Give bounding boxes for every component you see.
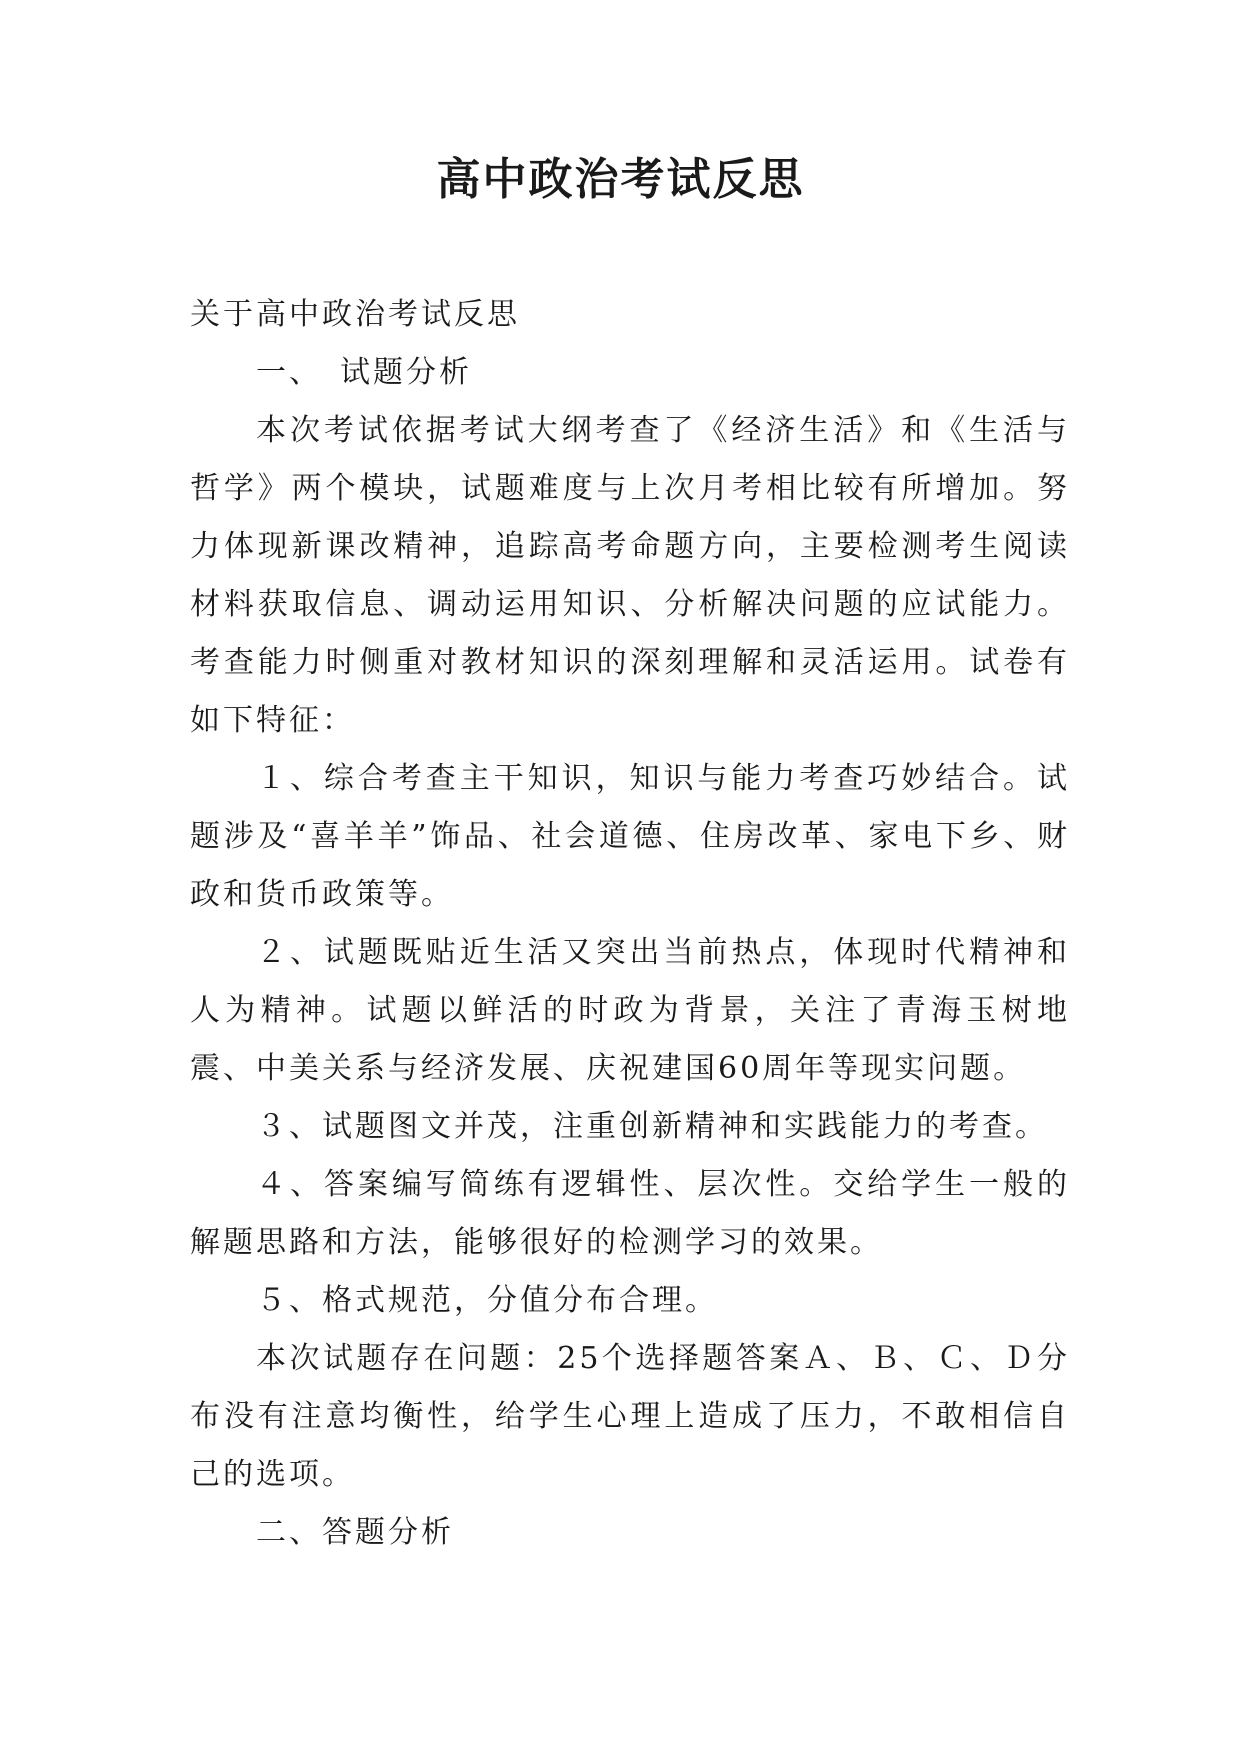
subtitle-paragraph: 关于高中政治考试反思 xyxy=(190,297,520,332)
body-paragraph: 本次考试依据考试大纲考查了《经济生活》和《生活与哲学》两个模块，试题难度与上次月考相比较有所增加。努力体现新课改精神，追踪高考命题方向，主要检测考生阅读材料获取信息、调动运用知识、分析解决问题的应试能力。考查能力时侧重对教材知识的深刻理解和灵活运用。试卷有如下特征： xyxy=(190,413,1070,738)
list-item-3: ３、试题图文并茂，注重创新精神和实践能力的考查。 xyxy=(256,1109,1048,1144)
list-item-5: ５、格式规范，分值分布合理。 xyxy=(256,1283,718,1318)
list-item-4: ４、答案编写简练有逻辑性、层次性。交给学生一般的解题思路和方法，能够很好的检测学习的效果。 xyxy=(190,1167,1070,1260)
section-heading-1: 一、 试题分析 xyxy=(256,355,472,390)
list-item-2: ２、试题既贴近生活又突出当前热点，体现时代精神和人为精神。试题以鲜活的时政为背景，关注了青海玉树地震、中美关系与经济发展、庆祝建国60周年等现实问题。 xyxy=(190,935,1070,1086)
document-body xyxy=(190,286,1070,1562)
section-heading-2: 二、答题分析 xyxy=(256,1515,454,1550)
list-item-1: １、综合考查主干知识，知识与能力考查巧妙结合。试题涉及“喜羊羊”饰品、社会道德、住房改革、家电下乡、财政和货币政策等。 xyxy=(190,761,1070,912)
document-title: 高中政治考试反思 xyxy=(436,154,805,205)
body-paragraph: 本次试题存在问题：25个选择题答案Ａ、Ｂ、Ｃ、Ｄ分布没有注意均衡性，给学生心理上造成了压力，不敢相信自己的选项。 xyxy=(190,1341,1070,1492)
